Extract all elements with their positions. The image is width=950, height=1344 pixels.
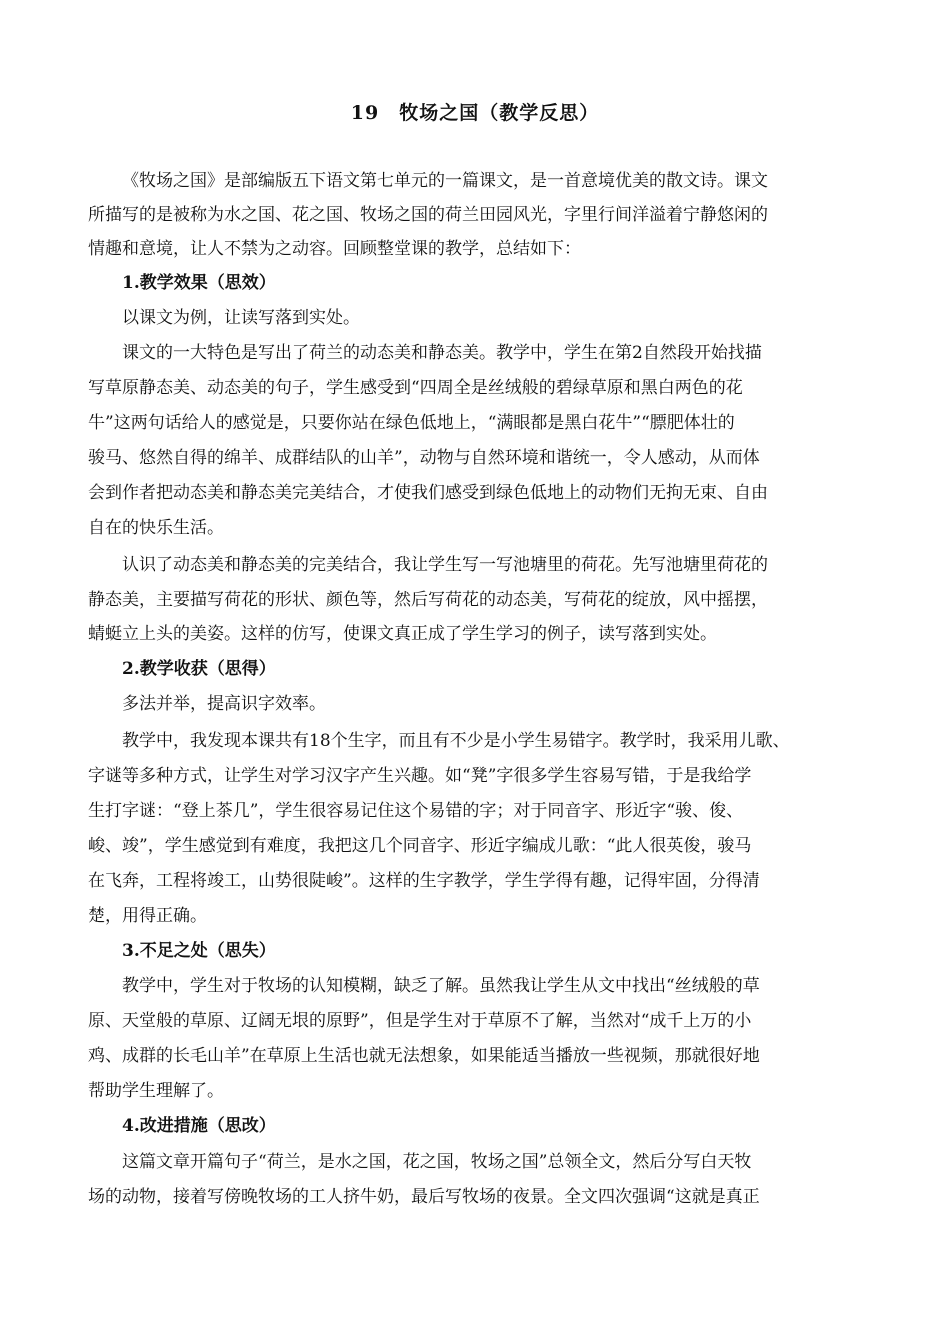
- section-heading: 2.教学收获（思得）: [122, 659, 276, 679]
- paragraph-line: 在飞奔，工程将竣工，山势很陡峻”。这样的生字教学，学生学得有趣，记得牢固，分得清: [88, 871, 760, 891]
- paragraph-line: 会到作者把动态美和静态美完美结合，才使我们感受到绿色低地上的动物们无拘无束、自由: [88, 483, 768, 503]
- paragraph-line: 楚，用得正确。: [88, 906, 207, 926]
- section-heading: 1.教学效果（思效）: [122, 273, 276, 293]
- paragraph-line: 牛”这两句话给人的感觉是，只要你站在绿色低地上，“满眼都是黑白花牛”“膘肥体壮的: [88, 413, 735, 433]
- paragraph-line: 多法并举，提高识字效率。: [122, 694, 326, 714]
- paragraph-line: 原、天堂般的草原、辽阔无垠的原野”，但是学生对于草原不了解，当然对“成千上万的小: [88, 1011, 752, 1031]
- page-title: 19 牧场之国（教学反思）: [350, 102, 600, 124]
- paragraph-line: 教学中，我发现本课共有18个生字，而且有不少是小学生易错字。教学时，我采用儿歌、: [122, 731, 790, 751]
- paragraph-line: 自在的快乐生活。: [88, 518, 224, 538]
- paragraph-line: 情趣和意境，让人不禁为之动容。回顾整堂课的教学，总结如下：: [88, 239, 581, 259]
- paragraph-line: 帮助学生理解了。: [88, 1081, 224, 1101]
- paragraph-line: 教学中，学生对于牧场的认知模糊，缺乏了解。虽然我让学生从文中找出“丝绒般的草: [122, 976, 760, 996]
- paragraph-line: 蜻蜓立上头的美姿。这样的仿写，使课文真正成了学生学习的例子，读写落到实处。: [88, 624, 717, 644]
- paragraph-line: 这篇文章开篇句子“荷兰，是水之国，花之国，牧场之国”总领全文，然后分写白天牧: [122, 1152, 752, 1172]
- section-heading: 3.不足之处（思失）: [122, 941, 276, 961]
- paragraph-line: 鸡、成群的长毛山羊”在草原上生活也就无法想象，如果能适当播放一些视频，那就很好地: [88, 1046, 760, 1066]
- paragraph-line: 认识了动态美和静态美的完美结合，我让学生写一写池塘里的荷花。先写池塘里荷花的: [122, 555, 768, 575]
- paragraph-line: 场的动物，接着写傍晚牧场的工人挤牛奶，最后写牧场的夜景。全文四次强调“这就是真正: [88, 1187, 760, 1207]
- paragraph-line: 《牧场之国》是部编版五下语文第七单元的一篇课文，是一首意境优美的散文诗。课文: [122, 171, 768, 191]
- section-heading: 4.改进措施（思改）: [122, 1116, 276, 1136]
- paragraph-line: 峻、竣”，学生感觉到有难度，我把这几个同音字、形近字编成儿歌：“此人很英俊，骏马: [88, 836, 752, 856]
- paragraph-line: 所描写的是被称为水之国、花之国、牧场之国的荷兰田园风光，字里行间洋溢着宁静悠闲的: [88, 205, 768, 225]
- paragraph-line: 课文的一大特色是写出了荷兰的动态美和静态美。教学中，学生在第2自然段开始找描: [122, 343, 762, 363]
- paragraph-line: 以课文为例，让读写落到实处。: [122, 308, 360, 328]
- paragraph-line: 写草原静态美、动态美的句子，学生感受到“四周全是丝绒般的碧绿草原和黑白两色的花: [88, 378, 743, 398]
- paragraph-line: 静态美，主要描写荷花的形状、颜色等，然后写荷花的动态美，写荷花的绽放，风中摇摆，: [88, 590, 768, 610]
- paragraph-line: 骏马、悠然自得的绵羊、成群结队的山羊”，动物与自然环境和谐统一，令人感动，从而体: [88, 448, 760, 468]
- paragraph-line: 生打字谜：“登上茶几”，学生很容易记住这个易错的字；对于同音字、形近字“骏、俊、: [88, 801, 744, 821]
- paragraph-line: 字谜等多种方式，让学生对学习汉字产生兴趣。如“凳”字很多学生容易写错，于是我给学: [88, 766, 752, 786]
